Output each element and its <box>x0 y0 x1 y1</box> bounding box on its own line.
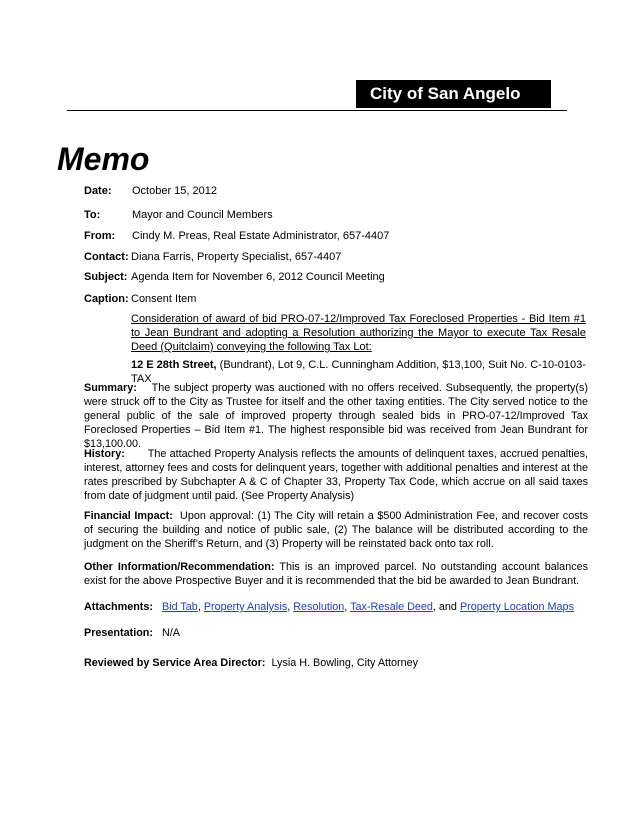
other-info-text: This is an improved parcel. No outstanding account balances exist for the above Prospective Buyer and it is recommended that the bid be awarded to Jean Bundrant. <box>84 561 588 587</box>
attachment-separator: , <box>287 601 294 613</box>
attachments-section <box>84 600 588 614</box>
attachment-link-tax-resale-deed[interactable]: Tax-Resale Deed <box>350 601 433 613</box>
tax-lot-address: 12 E 28th Street, <box>131 359 217 371</box>
financial-impact-label: Financial Impact: <box>84 510 173 522</box>
contact-label: Contact: <box>84 251 129 263</box>
reviewed-section <box>84 656 588 670</box>
reviewed-value: Lysia H. Bowling, City Attorney <box>271 657 419 669</box>
history-text: The attached Property Analysis reflects the amounts of delinquent taxes, accrued penalties, interest, attorney fees and costs for delinquent years, together with additional penalties and interest at the rates prescribed by Subchapter A & C of Chapter 33, Property Tax Code, which accrue on all said taxes from date of judgment until paid. (See Property Analysis) <box>84 448 588 502</box>
caption-label: Caption: <box>84 293 129 305</box>
attachment-link-bid-tab[interactable]: Bid Tab <box>162 601 198 613</box>
caption-value: Consent Item <box>131 293 197 305</box>
history-section <box>84 447 588 503</box>
summary-text: The subject property was auctioned with no offers received. Subsequently, the property(s) were struck off to the City as Trustee for itself and the other taxing entities. The City served notice to the general public of the sale of improved property through sealed bids in PRO-07-12/Improved Tax Foreclosed Properties – Bid Item #1. The highest responsible bid was received from Jean Bundrant for $13,100.00. <box>84 382 588 450</box>
subject-label: Subject: <box>84 271 128 283</box>
date-label: Date: <box>84 185 112 197</box>
summary-label: Summary: <box>84 382 137 394</box>
attachment-link-property-location-maps[interactable]: Property Location Maps <box>459 601 574 613</box>
summary-section <box>84 381 588 451</box>
org-name: City of San Angelo <box>370 84 521 103</box>
attachment-separator: , <box>344 601 351 613</box>
from-row <box>84 229 390 243</box>
to-label: To: <box>84 209 101 221</box>
attachments-label: Attachments: <box>84 601 153 613</box>
subject-row <box>84 270 385 284</box>
memo-title: Memo <box>57 141 150 177</box>
presentation-value: N/A <box>162 627 180 639</box>
header-rule <box>67 110 567 111</box>
contact-row <box>84 250 342 264</box>
attachment-link-property-analysis[interactable]: Property Analysis <box>203 601 288 613</box>
history-label: History: <box>84 448 125 460</box>
to-row <box>84 208 273 222</box>
attachment-separator-and: , and <box>432 601 460 613</box>
presentation-label: Presentation: <box>84 627 153 639</box>
caption-row <box>84 292 197 306</box>
contact-value: Diana Farris, Property Specialist, 657-4407 <box>131 251 342 263</box>
from-label: From: <box>84 230 116 242</box>
other-info-section <box>84 560 588 588</box>
org-banner <box>356 80 551 108</box>
subject-value: Agenda Item for November 6, 2012 Council Meeting <box>131 271 385 283</box>
other-info-label: Other Information/Recommendation: <box>84 561 275 573</box>
tax-lot-details: (Bundrant), Lot 9, C.L. Cunningham Addition, $13,100, Suit No. C-10-0103-TAX <box>131 359 586 385</box>
to-value: Mayor and Council Members <box>132 209 273 221</box>
date-value: October 15, 2012 <box>132 185 218 197</box>
attachment-separator: , <box>197 601 204 613</box>
caption-consideration: Consideration of award of bid PRO-07-12/Improved Tax Foreclosed Properties - Bid Item #1 to Jean Bundrant and adopting a Resolution authorizing the Mayor to execute Tax Resale Deed (Quitclaim) conveying the following Tax Lot: <box>131 313 586 353</box>
financial-impact-section <box>84 509 588 551</box>
from-value: Cindy M. Preas, Real Estate Administrator, 657-4407 <box>132 230 390 242</box>
attachment-link-resolution[interactable]: Resolution <box>293 601 345 613</box>
reviewed-label: Reviewed by Service Area Director: <box>84 657 266 669</box>
financial-impact-text: Upon approval: (1) The City will retain a $500 Administration Fee, and recover costs of securing the building and notice of public sale, (2) The balance will be distributed according to the judgment on the Sheriff’s Return, and (3) Property will be reinstated back onto tax roll. <box>84 510 588 550</box>
presentation-section <box>84 626 588 640</box>
date-row <box>84 184 218 198</box>
